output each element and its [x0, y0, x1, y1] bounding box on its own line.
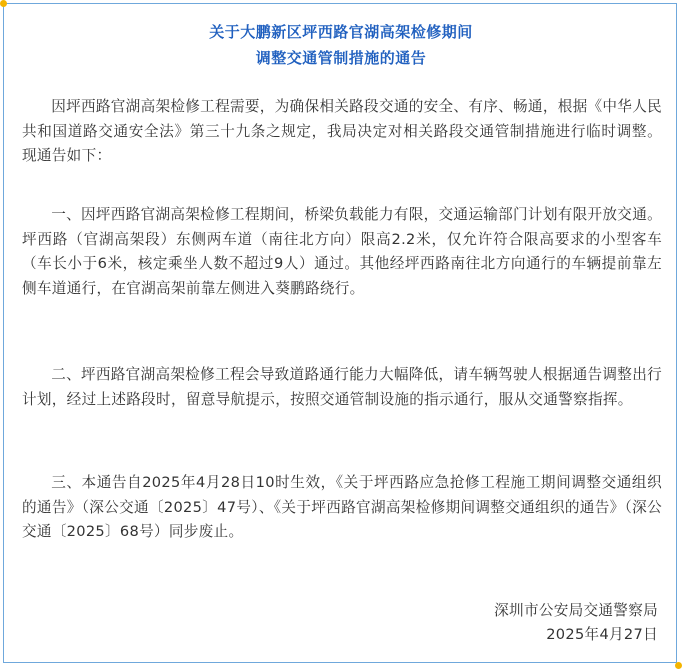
- notice-title-line2: 调整交通管制措施的通告: [255, 49, 427, 67]
- signature-organization: 深圳市公安局交通警察局: [494, 602, 658, 619]
- corner-dot-top-left: [0, 0, 7, 7]
- corner-dot-bottom-right: [675, 662, 682, 669]
- intro-paragraph: 因坪西路官湖高架检修工程需要，为确保相关路段交通的安全、有序、畅通，根据《中华人民共和国道路交通安全法》第三十九条之规定，我局决定对相关路段交通管制措施进行临时调整。现通告如下：: [22, 98, 662, 164]
- item-one-paragraph: 一、因坪西路官湖高架检修工程期间，桥梁负载能力有限，交通运输部门计划有限开放交通。坪西路（官湖高架段）东侧两车道（南往北方向）限高2.2米，仅允许符合限高要求的小型客车（车长小于6米，核定乘坐人数不超过9人）通过。其他经坪西路南往北方向通行的车辆提前靠左侧车道通行，在官湖高架前靠左侧进入葵鹏路绕行。: [22, 206, 662, 297]
- notice-title-line1: 关于大鹏新区坪西路官湖高架检修期间: [209, 23, 473, 41]
- item-three-paragraph: 三、本通告自2025年4月28日10时生效，《关于坪西路应急抢修工程施工期间调整交通组织的通告》（深公交通〔2025〕47号）、《关于坪西路官湖高架检修期间调整交通组织的通告》（深公交通〔2025〕68号）同步废止。: [22, 474, 662, 540]
- signature-date: 2025年4月27日: [546, 626, 658, 643]
- item-two-paragraph: 二、坪西路官湖高架检修工程会导致道路通行能力大幅降低，请车辆驾驶人根据通告调整出行计划，经过上述路段时，留意导航提示，按照交通管制设施的指示通行，服从交通警察指挥。: [22, 366, 662, 408]
